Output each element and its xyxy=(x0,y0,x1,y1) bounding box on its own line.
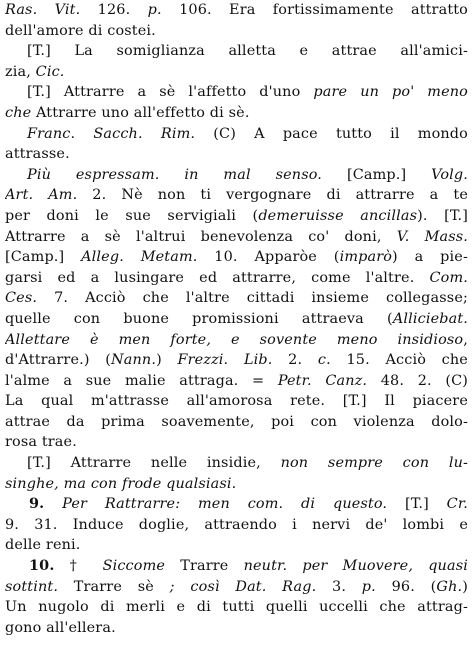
text-run: 2. xyxy=(272,352,318,369)
text-run: delle reni. xyxy=(5,537,81,554)
text-run: 48. 2. (C) xyxy=(367,372,468,389)
italic-run: Ces. xyxy=(5,290,38,307)
italic-run: p. xyxy=(147,2,162,18)
text-line xyxy=(5,350,468,371)
text-line xyxy=(5,247,468,268)
italic-run: Ras. Vit. xyxy=(5,2,81,18)
italic-run: Frezzi. Lib. xyxy=(177,352,273,369)
text-run: ). [T.] xyxy=(417,207,468,224)
text-run: 15. Acciò che xyxy=(330,352,468,369)
text-run: 9. 31. Induce doglie, attraendo i nervi de' lombi e xyxy=(5,516,468,533)
italic-run: c. xyxy=(317,352,331,369)
text-run: 126. xyxy=(80,2,148,18)
text-run: [Camp.] xyxy=(322,166,432,183)
text-run: Un nugolo di merli e di tutti quelli uccelli che attrag- xyxy=(5,599,468,616)
text-run: 10. Apparòe ( xyxy=(197,249,340,266)
text-run: Trarre xyxy=(165,558,244,575)
italic-run: V. Mass. xyxy=(396,228,468,245)
text-line xyxy=(5,288,468,309)
italic-run: p. xyxy=(361,578,376,595)
text-run: 2. Nè non ti vergognare di attrarre a te xyxy=(77,187,468,204)
text-run: [T.] xyxy=(387,496,447,513)
text-line xyxy=(5,227,468,248)
italic-run: ; così Dat. Rag. xyxy=(169,578,317,595)
text-line xyxy=(5,268,468,289)
italic-run: Allettare è men forte, e sovente meno insidioso xyxy=(5,331,464,348)
italic-run: sottint. xyxy=(5,578,59,595)
text-line xyxy=(5,309,468,330)
text-line xyxy=(5,62,468,83)
text-line xyxy=(5,535,468,556)
text-run xyxy=(44,496,62,512)
text-line xyxy=(5,391,468,412)
text-line xyxy=(5,41,468,62)
italic-run: neutr. per Muovere, quasi xyxy=(243,558,468,575)
italic-run: Siccome xyxy=(102,558,166,575)
italic-run: non sempre con lu- xyxy=(280,455,468,472)
text-run: , xyxy=(463,331,468,348)
italic-run: Cic. xyxy=(35,63,65,80)
text-run: Attrarre uno all'effetto di sè. xyxy=(31,104,250,121)
text-run: d'Attrarre.) ( xyxy=(5,352,112,369)
italic-run: Franc. Sacch. Rim. xyxy=(27,125,196,142)
text-run: ) xyxy=(462,578,468,595)
text-run: Trarre sè xyxy=(58,578,170,595)
text-line xyxy=(5,597,468,618)
section-number: 10. xyxy=(29,557,55,575)
text-line xyxy=(5,577,468,598)
text-line xyxy=(5,556,468,577)
italic-run: imparò xyxy=(339,249,393,266)
text-line xyxy=(5,0,468,21)
text-run: [Camp.] xyxy=(5,249,82,266)
text-line xyxy=(5,185,468,206)
text-line xyxy=(5,474,468,495)
text-run: La qual m'attrasse all'amorosa rete. [T.] Il piacere xyxy=(5,393,468,410)
text-run: dell'amore di costei. xyxy=(5,22,156,39)
italic-run: singhe, ma con frode qualsiasi. xyxy=(5,475,237,492)
text-run: [T.] Attrarre a sè l'affetto d'uno xyxy=(27,84,314,101)
text-run: 96. ( xyxy=(375,578,437,595)
text-run: ) a pie- xyxy=(392,249,468,266)
text-line xyxy=(5,432,468,453)
italic-run: Cr. xyxy=(446,496,468,513)
text-run: [T.] Attrarre nelle insidie, xyxy=(27,455,281,472)
text-run: garsi ed a lusingare ed attrarre, come l'altre. xyxy=(5,269,430,286)
italic-run: Alliciebat. xyxy=(392,310,468,327)
text-run: zia, xyxy=(5,63,36,80)
text-line xyxy=(5,618,468,639)
text-line xyxy=(5,412,468,433)
text-run: gono all'ellera. xyxy=(5,619,116,636)
text-run: 106. Era fortissimamente attratto xyxy=(161,2,468,18)
italic-run: che xyxy=(5,104,32,121)
text-line xyxy=(5,494,468,515)
text-line xyxy=(5,330,468,351)
text-line xyxy=(5,371,468,392)
text-run: l'alme a sue malie attraga. = xyxy=(5,372,278,389)
text-line xyxy=(5,124,468,145)
text-line xyxy=(5,453,468,474)
italic-run: pare un po' meno xyxy=(313,84,468,101)
italic-run: Art. Am. xyxy=(5,187,78,204)
text-line xyxy=(5,21,468,42)
italic-run: demeruisse ancillas xyxy=(258,207,418,224)
italic-run: Petr. Canz. xyxy=(277,372,368,389)
text-run: attrae da prima soavemente, poi con violenza dolo- xyxy=(5,413,468,430)
text-line xyxy=(5,206,468,227)
section-number: 9. xyxy=(29,495,45,513)
text-run: ) xyxy=(156,352,178,369)
text-run: (C) A pace tutto il mondo xyxy=(195,125,468,142)
italic-run: Com. xyxy=(429,269,468,286)
italic-run: Per Rattrarre: men com. di questo. xyxy=(62,496,388,513)
text-run: rosa trae. xyxy=(5,434,77,451)
italic-run: Alleg. Metam. xyxy=(81,249,198,266)
text-run: per doni le sue servigiali ( xyxy=(5,207,259,224)
text-run: 3. xyxy=(316,578,362,595)
italic-run: Gh. xyxy=(436,578,463,595)
italic-run: Nann. xyxy=(111,352,157,369)
text-line xyxy=(5,165,468,186)
text-line xyxy=(5,103,468,124)
text-run: Attrarre a sè l'altrui benevolenza co' doni, xyxy=(5,228,397,245)
italic-run: Volg. xyxy=(431,166,468,183)
text-line xyxy=(5,82,468,103)
text-line xyxy=(5,515,468,536)
italic-run: Più espressam. in mal senso. xyxy=(27,166,323,183)
text-run: [T.] La somiglianza alletta e attrae all'amici- xyxy=(27,43,468,60)
text-run: † xyxy=(54,558,103,575)
text-run: attrasse. xyxy=(5,146,70,163)
text-run: 7. Acciò che l'altre cittadi insieme collegasse; xyxy=(37,290,468,307)
text-run: quelle con buone promissioni attraeva ( xyxy=(5,310,393,327)
text-line xyxy=(5,144,468,165)
